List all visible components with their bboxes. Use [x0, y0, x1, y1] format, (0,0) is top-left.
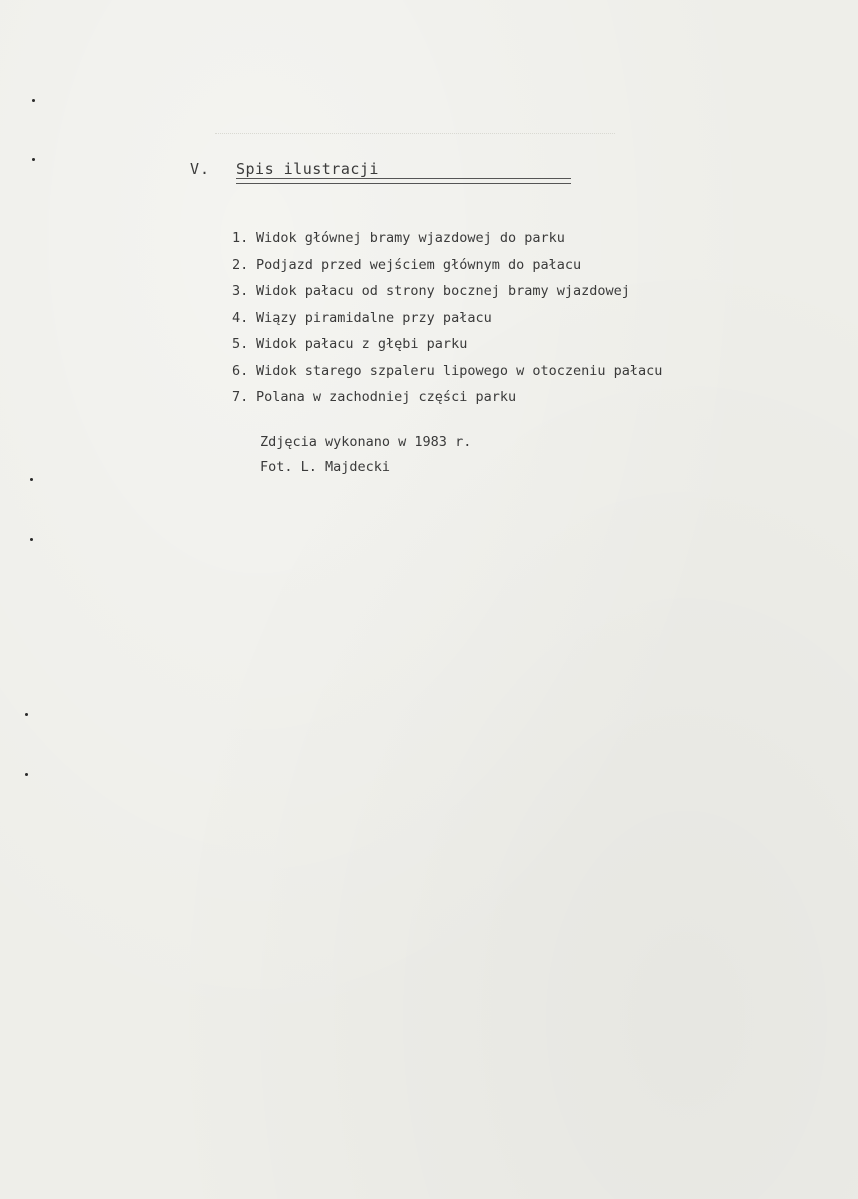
item-number: 1.: [232, 230, 249, 246]
margin-dot: [32, 99, 35, 102]
illustration-list: [232, 228, 662, 414]
item-number: 2.: [232, 256, 249, 273]
margin-dot: [30, 538, 33, 541]
item-number: 6.: [232, 362, 249, 379]
list-item: [232, 228, 662, 255]
list-item: [232, 281, 662, 308]
list-item: [232, 334, 662, 361]
list-item: [232, 308, 662, 335]
item-text: Polana w zachodniej części parku: [256, 389, 517, 405]
item-text: Widok starego szpaleru lipowego w otoczeniu pałacu: [256, 362, 663, 379]
list-item: [232, 255, 662, 282]
item-text: Wiązy piramidalne przy pałacu: [256, 309, 492, 326]
item-number: 7.: [232, 389, 249, 405]
item-text: Widok pałacu z głębi parku: [256, 336, 468, 352]
item-text: Podjazd przed wejściem głównym do pałacu: [256, 256, 582, 273]
section-title: Spis ilustracji: [236, 160, 379, 178]
item-number: 5.: [232, 336, 249, 352]
margin-dot: [25, 713, 28, 716]
section-number: V.: [190, 160, 211, 178]
title-double-underline: [236, 178, 571, 184]
photographer-line: Fot. L. Majdecki: [260, 459, 391, 475]
photos-date-line: Zdjęcia wykonano w 1983 r.: [260, 434, 472, 450]
item-text: Widok pałacu od strony bocznej bramy wjazdowej: [256, 283, 630, 299]
item-text: Widok głównej bramy wjazdowej do parku: [256, 230, 565, 246]
margin-dot: [32, 158, 35, 161]
list-item: [232, 361, 662, 388]
item-number: 3.: [232, 283, 249, 299]
list-item: [232, 387, 662, 414]
margin-dot: [25, 773, 28, 776]
item-number: 4.: [232, 309, 249, 326]
margin-dot: [30, 478, 33, 481]
photo-credits: [260, 432, 471, 482]
faint-rule: [215, 133, 615, 134]
